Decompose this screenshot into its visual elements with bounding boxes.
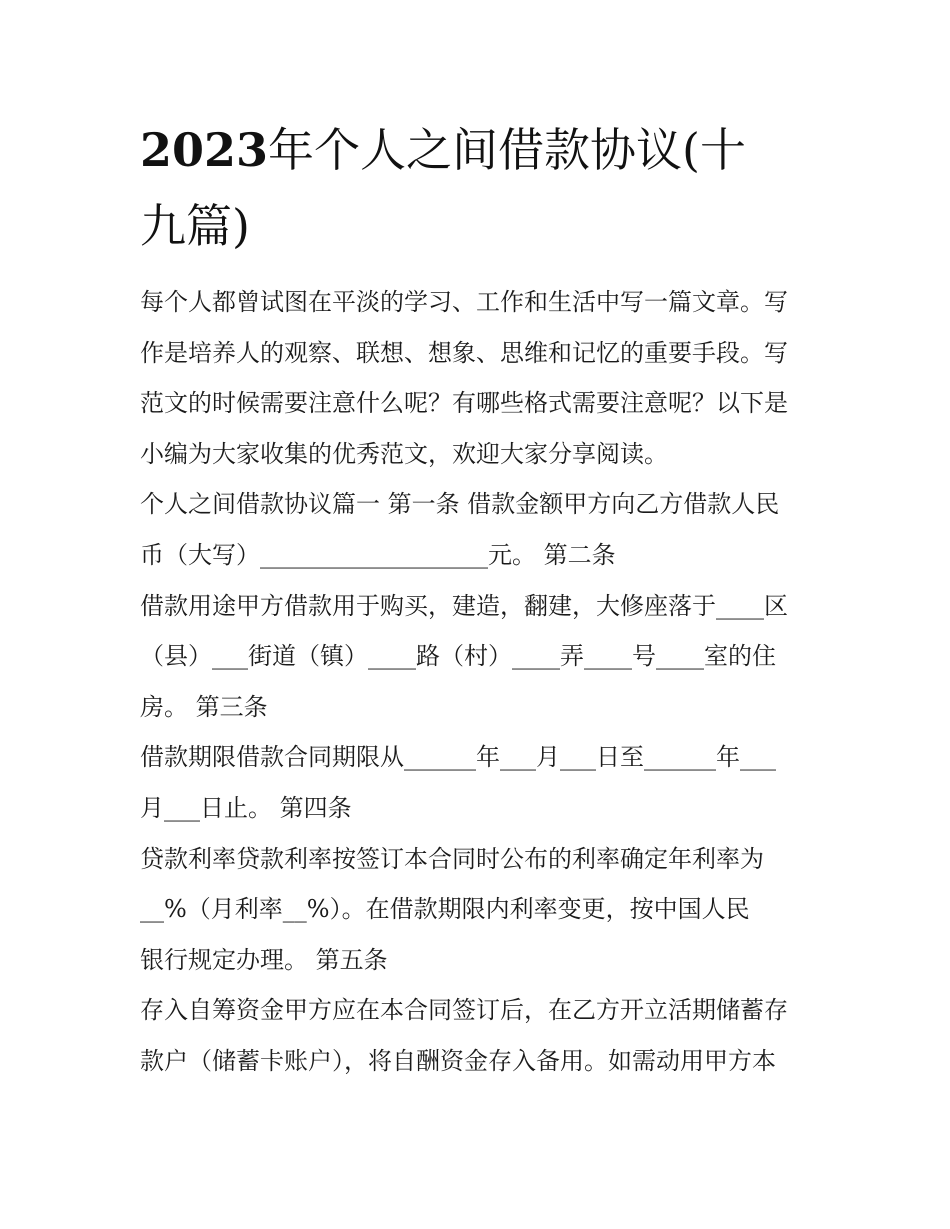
article-1-paragraph [140, 479, 820, 580]
text-line: 个人之间借款协议篇一 第一条 借款金额甲方向乙方借款人民 [140, 490, 780, 519]
text-line: 范文的时候需要注意什么呢？有哪些格式需要注意呢？以下是 [140, 389, 788, 418]
document-title [140, 112, 820, 264]
text-line: 银行规定办理。 第五条 [140, 945, 388, 974]
text-line: 作是培养人的观察、联想、想象、思维和记忆的重要手段。写 [140, 338, 788, 367]
text-line: 房。 第三条 [140, 692, 268, 721]
title-line-2: 九篇) [140, 199, 250, 253]
title-year: 2023 [140, 123, 269, 177]
text-line: 借款期限借款合同期限从______年___月___日至______年___ [140, 743, 776, 772]
text-line: 存入自筹资金甲方应在本合同签订后，在乙方开立活期储蓄存 [140, 996, 788, 1025]
document-body [140, 277, 820, 1087]
text-line: 贷款利率贷款利率按签订本合同时公布的利率确定年利率为 [140, 844, 764, 873]
text-line: 借款用途甲方借款用于购买，建造，翻建，大修座落于____区 [140, 591, 788, 620]
title-line-1 [140, 112, 820, 188]
text-line: 每个人都曾试图在平淡的学习、工作和生活中写一篇文章。写 [140, 288, 788, 316]
text-line: （县）___街道（镇）____路（村）____弄____号____室的住 [140, 642, 776, 671]
article-5-paragraph [140, 985, 820, 1086]
text-line: 小编为大家收集的优秀范文，欢迎大家分享阅读。 [140, 439, 668, 468]
article-2-paragraph [140, 581, 820, 733]
text-line: 币（大写）___________________元。 第二条 [140, 540, 616, 569]
text-line: 月___日止。 第四条 [140, 793, 352, 822]
article-3-paragraph [140, 732, 820, 833]
title-text: 年个人之间借款协议(十 [268, 123, 746, 177]
text-line: 款户（储蓄卡账户），将自酬资金存入备用。如需动用甲方本 [140, 1046, 776, 1075]
text-line: __%（月利率__%）。在借款期限内利率变更，按中国人民 [140, 895, 750, 924]
intro-paragraph [140, 277, 820, 479]
article-4-paragraph [140, 834, 820, 986]
